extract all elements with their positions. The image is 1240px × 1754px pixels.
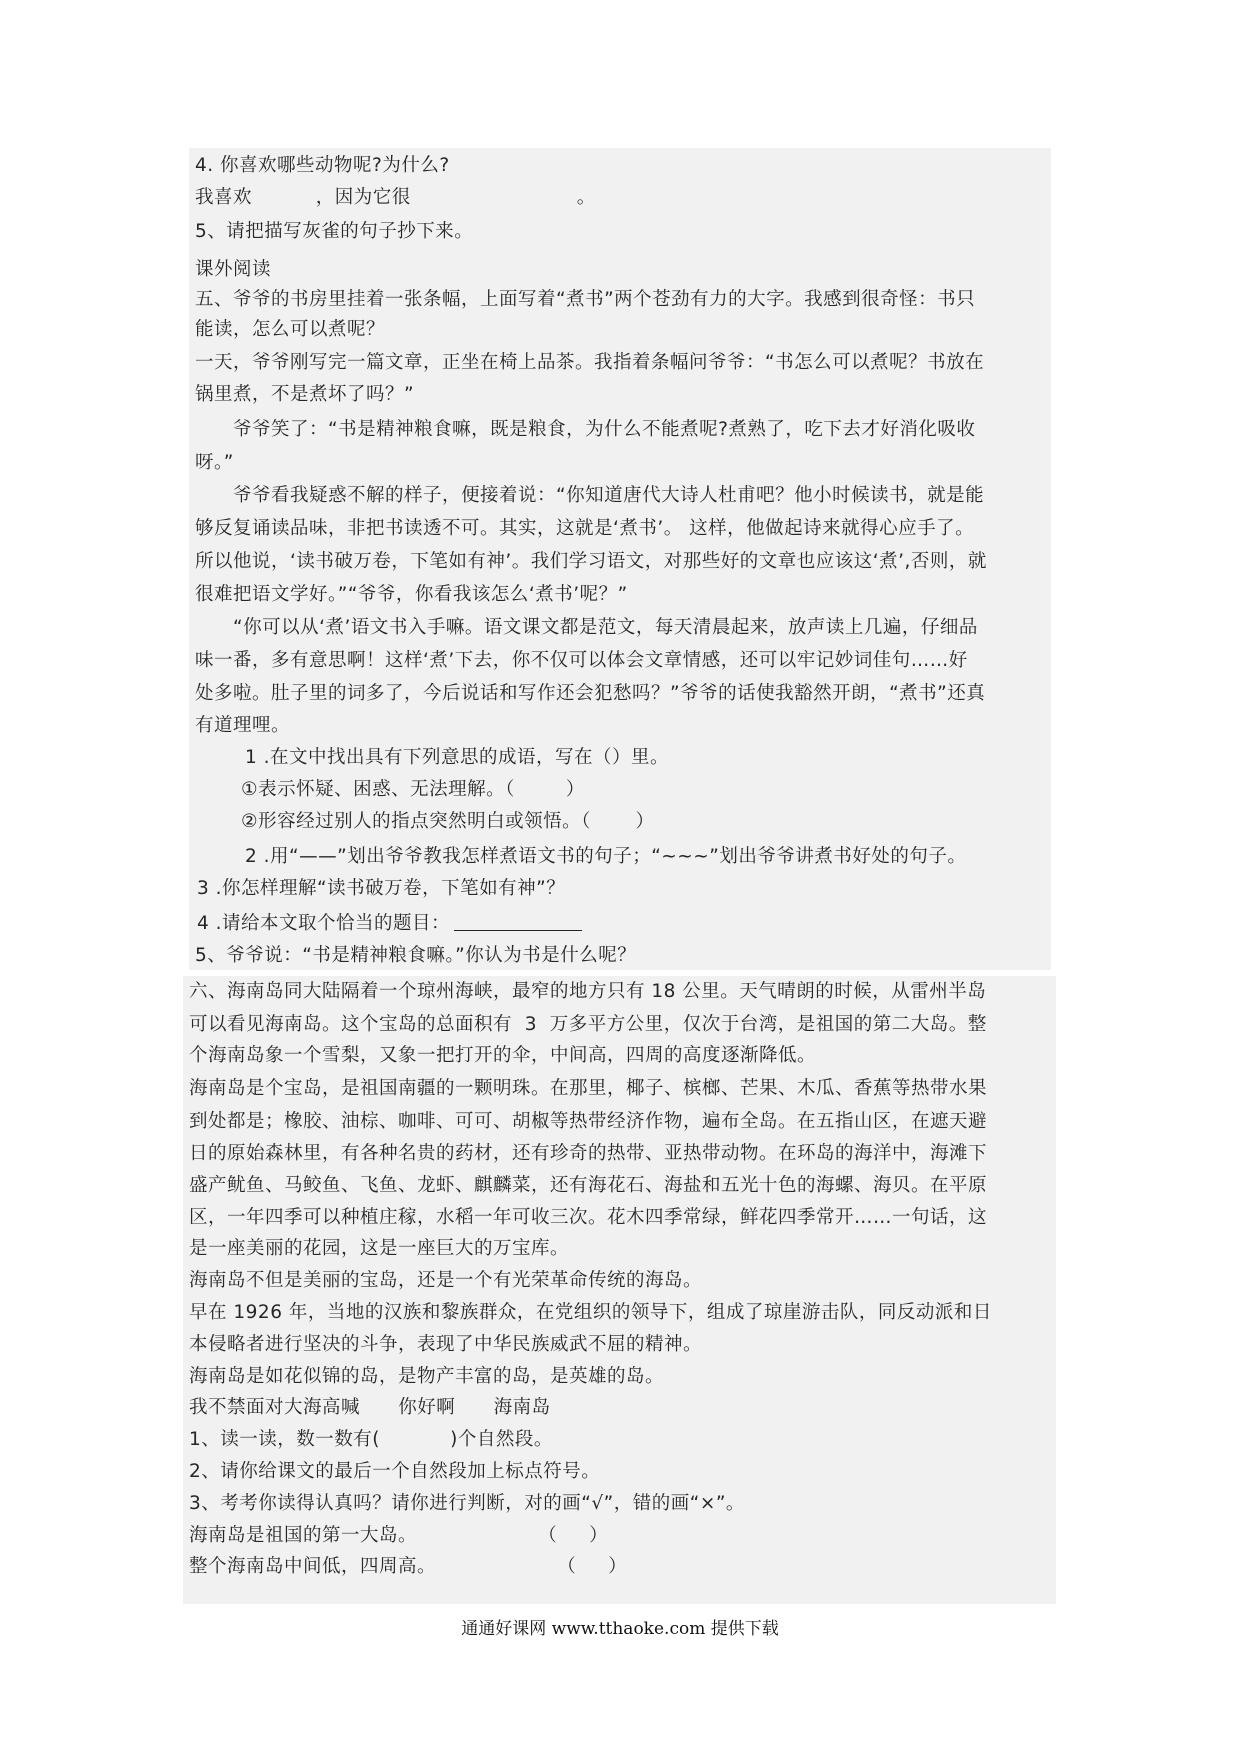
judgement-item: 海南岛是祖国的第一大岛。 （ ） [189, 1525, 609, 1546]
exercise-1-item-a: ①表示怀疑、困惑、无法理解。（ ） [241, 779, 585, 800]
passage-line: 到处都是；橡胶、油棕、咖啡、可可、胡椒等热带经济作物，遍布全岛。在五指山区，在遮天避 [189, 1111, 988, 1132]
passage-line: 够反复诵读品味，非把书读透不可。其实，这就是‘煮书’。 这样，他做起诗来就得心应手了。 [195, 518, 975, 539]
answer-underline [454, 930, 582, 931]
passage-line: 是一座美丽的花园，这是一座巨大的万宝库。 [189, 1238, 570, 1259]
passage-line: 日的原始森林里，有各种名贵的药材，还有珍奇的热带、亚热带动物。在环岛的海洋中，海滩下 [189, 1143, 988, 1164]
exercise-5: 5、爷爷说：“书是精神粮食嘛。”你认为书是什么呢？ [195, 945, 637, 966]
section-heading-extra-reading: 课外阅读 [195, 259, 272, 280]
passage-line: 爷爷笑了：“书是精神粮食嘛，既是粮食，为什么不能煮呢?煮熟了，吃下去才好消化吸收 [233, 419, 976, 440]
passage-line: 六、海南岛同大陆隔着一个琼州海峡，最窄的地方只有 18 公里。天气晴朗的时候，从雷州半岛 [189, 981, 987, 1002]
passage-line: 可以看见海南岛。这个宝岛的总面积有 3 万多平方公里，仅次于台湾，是祖国的第二大岛。整 [189, 1014, 987, 1035]
passage-line: 区，一年四季可以种植庄稼，水稻一年可收三次。花木四季常绿，鲜花四季常开……一句话，这 [189, 1207, 988, 1228]
passage-line: 海南岛是如花似锦的岛，是物产丰富的岛，是英雄的岛。 [189, 1366, 665, 1387]
passage-line: 我不禁面对大海高喊 你好啊 海南岛 [189, 1397, 551, 1418]
passage-line: 锅里煮，不是煮坏了吗？” [195, 384, 415, 405]
exercise-1-item-b: ②形容经过别人的指点突然明白或领悟。（ ） [241, 811, 655, 832]
passage-line: 呀。” [195, 452, 234, 473]
passage-line: 有道理哩。 [195, 715, 291, 736]
passage-line: 一天，爷爷刚写完一篇文章，正坐在椅上品茶。我指着条幅问爷爷：“书怎么可以煮呢？书放在 [195, 352, 985, 373]
answer-fill-line: 我喜欢 ，因为它很 。 [195, 187, 596, 208]
exercise-1: 1、读一读，数一数有( )个自然段。 [189, 1429, 553, 1450]
passage-line: 爷爷看我疑惑不解的样子，便接着说：“你知道唐代大诗人杜甫吧？他小时候读书，就是能 [233, 485, 985, 506]
passage-line: 所以他说，‘读书破万卷，下笔如有神’。我们学习语文，对那些好的文章也应该这‘煮’,否则，就 [195, 551, 987, 572]
passage-line: 盛产鱿鱼、马鲛鱼、飞鱼、龙虾、麒麟菜，还有海花石、海盐和五光十色的海螺、海贝。在平原 [189, 1175, 988, 1196]
exercise-1: 1 .在文中找出具有下列意思的成语，写在（）里。 [245, 747, 670, 768]
question-4: 4. 你喜欢哪些动物呢?为什么? [195, 155, 450, 176]
passage-line: 个海南岛象一个雪梨，又象一把打开的伞，中间高，四周的高度逐渐降低。 [189, 1045, 817, 1066]
passage-line: 处多啦。肚子里的词多了，今后说话和写作还会犯愁吗？”爷爷的话使我豁然开朗，“煮书”还真 [195, 683, 986, 704]
passage-line: 能读，怎么可以煮呢？ [195, 319, 386, 340]
passage-line: “你可以从‘煮’语文书入手嘛。语文课文都是范文，每天清晨起来，放声读上几遍，仔细品 [233, 617, 978, 638]
exercise-4-text: 4 .请给本文取个恰当的题目： [197, 913, 451, 934]
passage-line: 海南岛是个宝岛，是祖国南疆的一颗明珠。在那里，椰子、槟榔、芒果、木瓜、香蕉等热带水果 [189, 1078, 988, 1099]
exercise-2: 2、请你给课文的最后一个自然段加上标点符号。 [189, 1461, 601, 1482]
reading-section-1 [189, 148, 1051, 970]
passage-line: 味一番，多有意思啊！这样‘煮’下去，你不仅可以体会文章情感，还可以牢记妙词佳句……好 [195, 650, 968, 671]
passage-line: 五、爷爷的书房里挂着一张条幅，上面写着“煮书”两个苍劲有力的大字。我感到很奇怪：书只 [195, 289, 976, 310]
exercise-3: 3、考考你读得认真吗？请你进行判断，对的画“√”，错的画“×”。 [189, 1493, 745, 1514]
footer-credit: 通通好课网 www.tthaoke.com 提供下载 [461, 1619, 779, 1639]
judgement-item: 整个海南岛中间低，四周高。 （ ） [189, 1556, 628, 1577]
exercise-2: 2 .用“——”划出爷爷教我怎样煮语文书的句子；“~~~”划出爷爷讲煮书好处的句子。 [245, 846, 967, 867]
passage-line: 早在 1926 年，当地的汉族和黎族群众，在党组织的领导下，组成了琼崖游击队，同反动派和日 [189, 1302, 992, 1323]
passage-line: 很难把语文学好。”“爷爷，你看我该怎么‘煮书’呢？” [195, 584, 628, 605]
passage-line: 本侵略者进行坚决的斗争，表现了中华民族威武不屈的精神。 [189, 1334, 703, 1355]
exercise-3: 3 .你怎样理解“读书破万卷，下笔如有神”？ [197, 878, 566, 899]
passage-line: 海南岛不但是美丽的宝岛，还是一个有光荣革命传统的海岛。 [189, 1270, 703, 1291]
exercise-4 [197, 912, 582, 936]
question-5: 5、请把描写灰雀的句子抄下来。 [195, 221, 474, 242]
reading-section-2 [183, 976, 1056, 1604]
